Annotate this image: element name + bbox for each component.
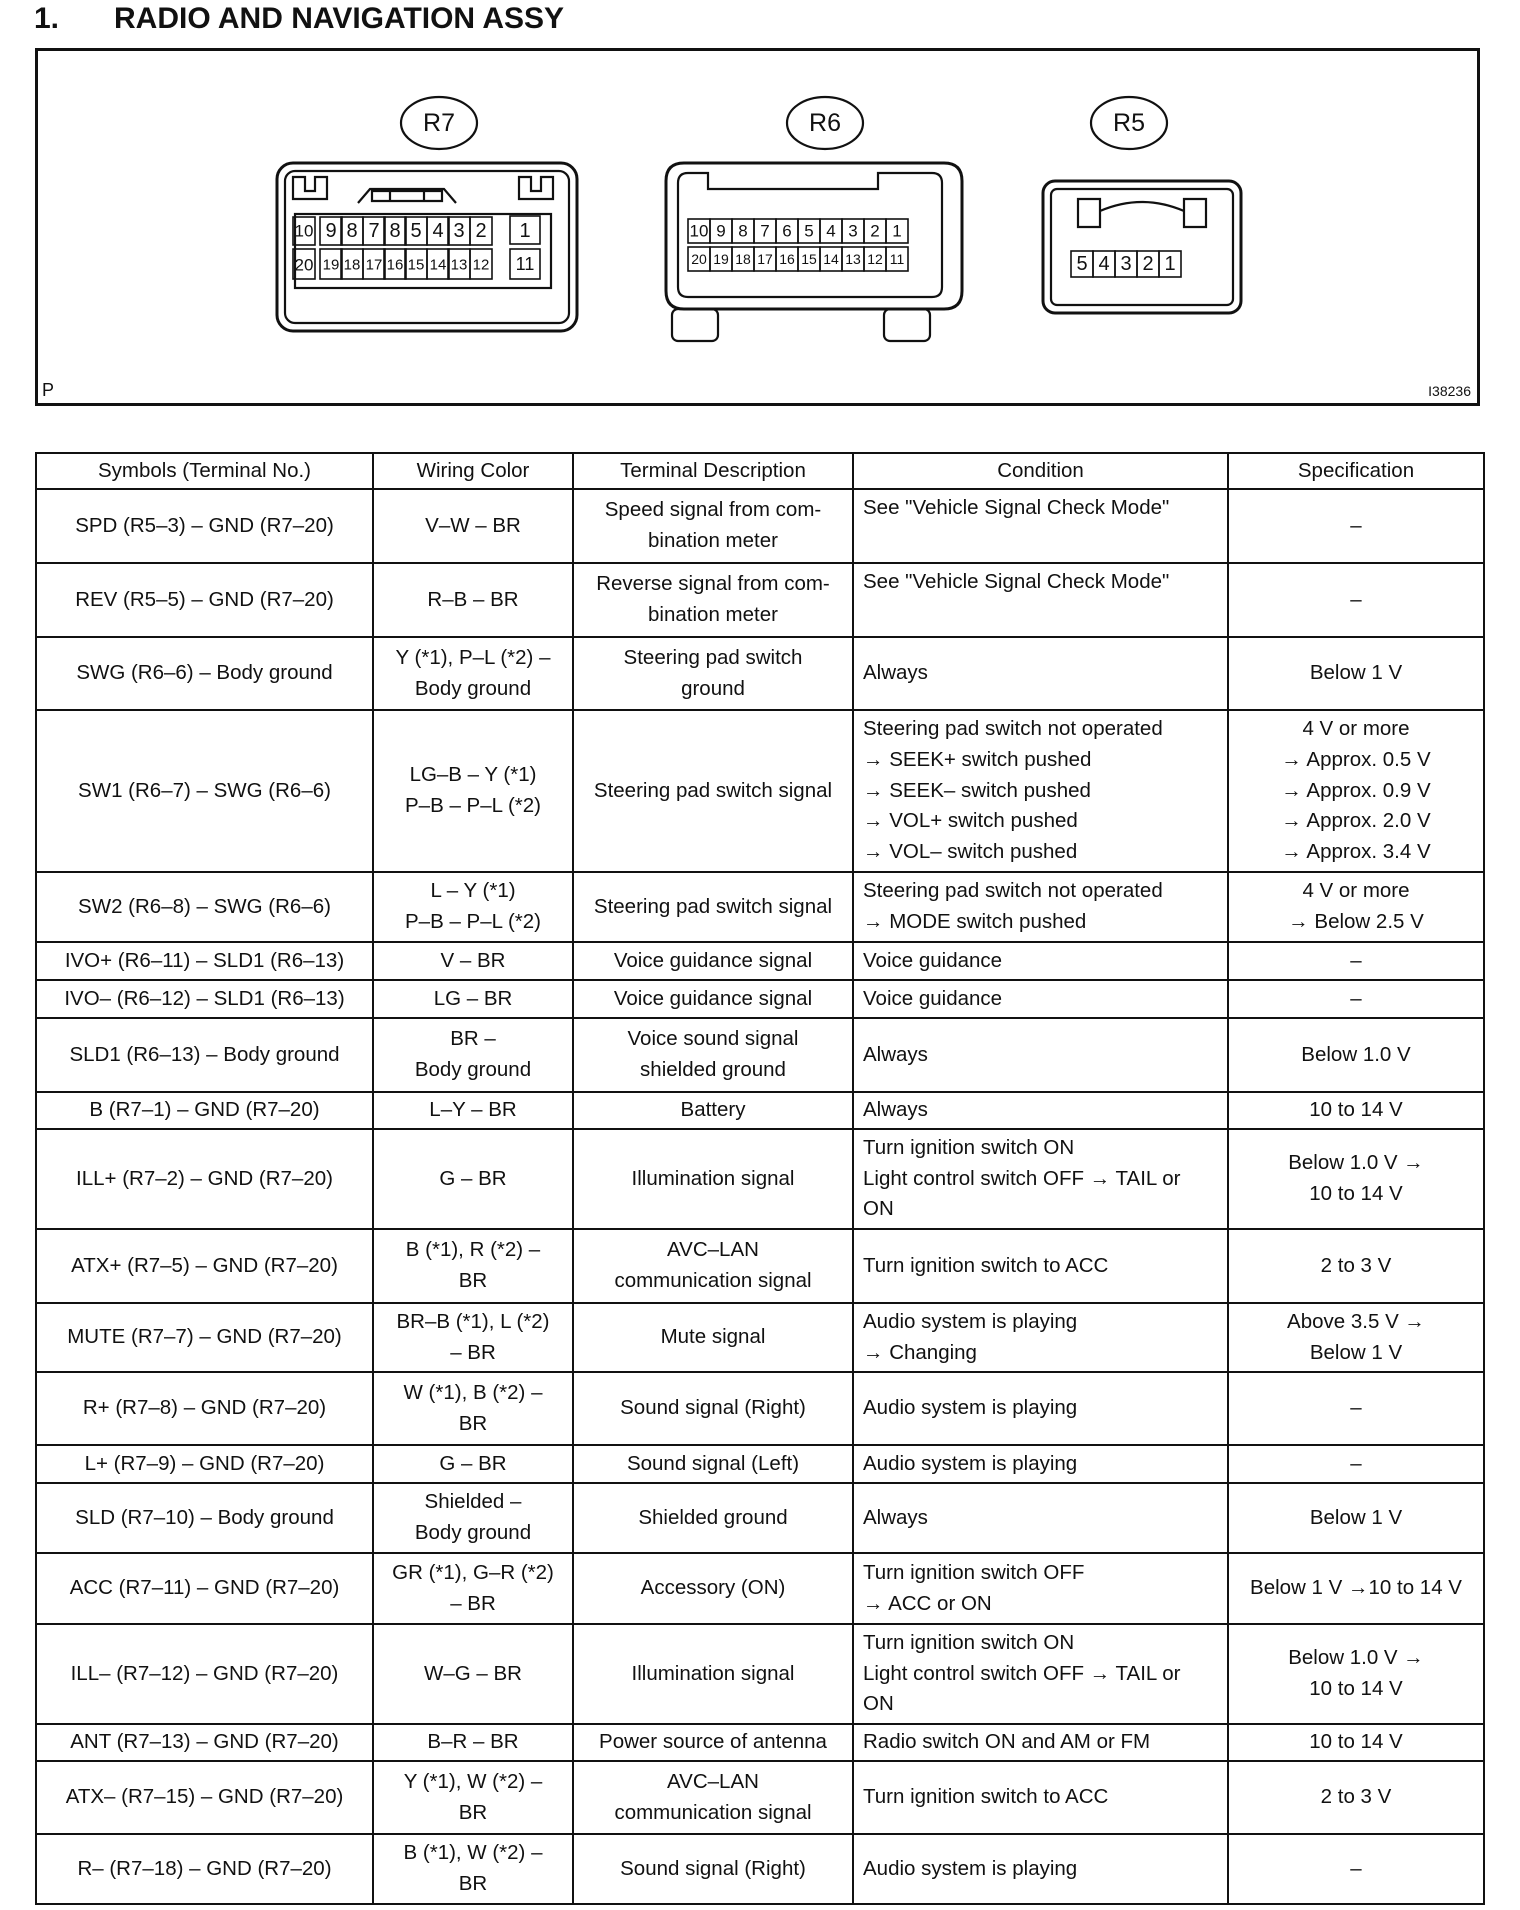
table-row — [36, 1483, 1484, 1553]
connector-r6-label: R6 — [809, 109, 841, 137]
header-symbols: Symbols (Terminal No.) — [36, 453, 373, 489]
connector-r7-pin: 15 — [407, 256, 425, 274]
cell-condition: Turn ignition switch to ACC — [853, 1229, 1228, 1303]
connector-r7-pin: 10 — [294, 221, 314, 241]
cell-condition: Audio system is playing — [853, 1372, 1228, 1445]
cell-wiring-color: Y (*1), W (*2) – BR — [373, 1761, 573, 1834]
connector-r7-pin: 7 — [368, 220, 380, 242]
cell-condition: Turn ignition switch OFF → ACC or ON — [853, 1553, 1228, 1624]
cell-condition: Always — [853, 1092, 1228, 1129]
cell-symbol: MUTE (R7–7) – GND (R7–20) — [36, 1303, 373, 1372]
connector-r7-pin: 20 — [294, 255, 314, 275]
cell-symbol: SLD1 (R6–13) – Body ground — [36, 1018, 373, 1092]
cell-terminal-description: Illumination signal — [573, 1624, 853, 1724]
connector-r6-pin: 14 — [823, 251, 839, 267]
connector-r6-pin: 20 — [691, 251, 707, 267]
table-row — [36, 1092, 1484, 1129]
connector-r7-pin: 18 — [343, 256, 361, 274]
cell-terminal-description: AVC–LAN communication signal — [573, 1761, 853, 1834]
cell-symbol: R+ (R7–8) – GND (R7–20) — [36, 1372, 373, 1445]
cell-terminal-description: Accessory (ON) — [573, 1553, 853, 1624]
cell-wiring-color: LG–B – Y (*1) P–B – P–L (*2) — [373, 710, 573, 872]
connector-r5-pin: 5 — [1076, 253, 1088, 275]
cell-specification: Above 3.5 V → Below 1 V — [1228, 1303, 1484, 1372]
cell-specification: – — [1228, 1834, 1484, 1904]
table-row — [36, 1624, 1484, 1724]
connector-r6-pin: 5 — [804, 221, 814, 241]
cell-specification: – — [1228, 942, 1484, 980]
connector-r7-pin: 9 — [325, 220, 337, 242]
cell-condition: Radio switch ON and AM or FM — [853, 1724, 1228, 1761]
connector-r7-pin: 14 — [429, 256, 447, 274]
connector-r7-pin: 19 — [322, 256, 340, 274]
table-row — [36, 489, 1484, 563]
connector-r7-pin: 16 — [386, 256, 404, 274]
cell-symbol: SWG (R6–6) – Body ground — [36, 637, 373, 710]
connector-r7-pin: 5 — [410, 220, 422, 242]
cell-symbol: IVO– (R6–12) – SLD1 (R6–13) — [36, 980, 373, 1018]
cell-terminal-description: Sound signal (Right) — [573, 1372, 853, 1445]
table-row — [36, 1724, 1484, 1761]
cell-specification: 10 to 14 V — [1228, 1092, 1484, 1129]
cell-specification: Below 1 V — [1228, 637, 1484, 710]
figure-id: I38236 — [1428, 383, 1471, 399]
connector-r7-pin: 3 — [453, 220, 465, 242]
cell-wiring-color: LG – BR — [373, 980, 573, 1018]
cell-symbol: B (R7–1) – GND (R7–20) — [36, 1092, 373, 1129]
cell-wiring-color: BR – Body ground — [373, 1018, 573, 1092]
table-row — [36, 1372, 1484, 1445]
cell-specification: – — [1228, 563, 1484, 637]
table-row — [36, 1229, 1484, 1303]
cell-specification: – — [1228, 980, 1484, 1018]
cell-specification: – — [1228, 489, 1484, 563]
cell-specification: 10 to 14 V — [1228, 1724, 1484, 1761]
table-row — [36, 637, 1484, 710]
cell-symbol: REV (R5–5) – GND (R7–20) — [36, 563, 373, 637]
cell-condition: Steering pad switch not operated → SEEK+ switch pushed → SEEK– switch pushed → VOL+ switch pushed → VOL– switch pushed — [853, 710, 1228, 872]
cell-terminal-description: Sound signal (Right) — [573, 1834, 853, 1904]
connector-r7-pin: 12 — [472, 256, 490, 274]
connector-r6-pin: 6 — [782, 221, 792, 241]
cell-symbol: ANT (R7–13) – GND (R7–20) — [36, 1724, 373, 1761]
connector-r7-pin: 11 — [515, 254, 535, 274]
cell-terminal-description: Steering pad switch signal — [573, 872, 853, 942]
connector-drawing — [38, 51, 1477, 403]
connector-r5 — [1043, 97, 1241, 313]
cell-terminal-description: Sound signal (Left) — [573, 1445, 853, 1483]
table-header-row — [36, 453, 1484, 489]
header-wiring-color: Wiring Color — [373, 453, 573, 489]
cell-wiring-color: V – BR — [373, 942, 573, 980]
cell-symbol: L+ (R7–9) – GND (R7–20) — [36, 1445, 373, 1483]
cell-symbol: SW2 (R6–8) – SWG (R6–6) — [36, 872, 373, 942]
connector-r6-pin: 3 — [848, 221, 858, 241]
connector-r6-pin: 1 — [892, 221, 902, 241]
cell-terminal-description: Reverse signal from com- bination meter — [573, 563, 853, 637]
cell-symbol: ACC (R7–11) – GND (R7–20) — [36, 1553, 373, 1624]
cell-condition: Audio system is playing → Changing — [853, 1303, 1228, 1372]
connector-r7-pin: 2 — [475, 220, 487, 242]
cell-symbol: ATX– (R7–15) – GND (R7–20) — [36, 1761, 373, 1834]
table-row — [36, 1761, 1484, 1834]
cell-symbol: ILL+ (R7–2) – GND (R7–20) — [36, 1129, 373, 1229]
table-row — [36, 1834, 1484, 1904]
connector-r6-pin: 16 — [779, 251, 795, 267]
connector-r7-pin: 17 — [365, 256, 383, 274]
section-heading — [34, 2, 564, 36]
cell-specification: – — [1228, 1445, 1484, 1483]
diagram-corner-label: P — [42, 380, 55, 400]
cell-wiring-color: Shielded – Body ground — [373, 1483, 573, 1553]
connector-r6-pin: 13 — [845, 251, 861, 267]
cell-symbol: SPD (R5–3) – GND (R7–20) — [36, 489, 373, 563]
cell-wiring-color: G – BR — [373, 1129, 573, 1229]
connector-r7-pin: 4 — [432, 220, 444, 242]
cell-terminal-description: Speed signal from com- bination meter — [573, 489, 853, 563]
table-row — [36, 1303, 1484, 1372]
connector-r7-pin: 1 — [519, 220, 531, 242]
cell-wiring-color: V–W – BR — [373, 489, 573, 563]
cell-specification: 2 to 3 V — [1228, 1761, 1484, 1834]
connector-r6-pin: 17 — [757, 251, 773, 267]
cell-wiring-color: B (*1), W (*2) – BR — [373, 1834, 573, 1904]
cell-condition: Always — [853, 637, 1228, 710]
cell-terminal-description: Steering pad switch signal — [573, 710, 853, 872]
table-row — [36, 1445, 1484, 1483]
header-condition: Condition — [853, 453, 1228, 489]
table-row — [36, 942, 1484, 980]
cell-wiring-color: L – Y (*1) P–B – P–L (*2) — [373, 872, 573, 942]
cell-specification: – — [1228, 1372, 1484, 1445]
cell-condition: Turn ignition switch ON Light control switch OFF → TAIL or ON — [853, 1129, 1228, 1229]
cell-specification: 4 V or more → Approx. 0.5 V → Approx. 0.9 V → Approx. 2.0 V → Approx. 3.4 V — [1228, 710, 1484, 872]
connector-r7-pin: 8 — [346, 220, 358, 242]
cell-terminal-description: Power source of antenna — [573, 1724, 853, 1761]
connector-r6-pin: 7 — [760, 221, 770, 241]
cell-specification: Below 1 V — [1228, 1483, 1484, 1553]
connector-r6-pin: 9 — [716, 221, 726, 241]
cell-terminal-description: Steering pad switch ground — [573, 637, 853, 710]
cell-terminal-description: Battery — [573, 1092, 853, 1129]
connector-r6-pin: 12 — [867, 251, 883, 267]
connector-r5-housing — [1043, 181, 1241, 313]
connector-r5-label: R5 — [1113, 109, 1145, 137]
cell-wiring-color: R–B – BR — [373, 563, 573, 637]
cell-terminal-description: Mute signal — [573, 1303, 853, 1372]
cell-symbol: ATX+ (R7–5) – GND (R7–20) — [36, 1229, 373, 1303]
cell-symbol: IVO+ (R6–11) – SLD1 (R6–13) — [36, 942, 373, 980]
cell-condition: Steering pad switch not operated → MODE switch pushed — [853, 872, 1228, 942]
connector-r6-pin: 8 — [738, 221, 748, 241]
connector-r7-label: R7 — [423, 109, 455, 137]
cell-wiring-color: W–G – BR — [373, 1624, 573, 1724]
cell-wiring-color: L–Y – BR — [373, 1092, 573, 1129]
header-specification: Specification — [1228, 453, 1484, 489]
connector-r6-pin: 10 — [689, 221, 709, 241]
connector-r5-pin: 4 — [1098, 253, 1110, 275]
section-title: RADIO AND NAVIGATION ASSY — [114, 2, 565, 35]
cell-condition: Always — [853, 1483, 1228, 1553]
cell-condition: Audio system is playing — [853, 1834, 1228, 1904]
cell-specification: 2 to 3 V — [1228, 1229, 1484, 1303]
cell-symbol: R– (R7–18) – GND (R7–20) — [36, 1834, 373, 1904]
cell-terminal-description: Voice guidance signal — [573, 980, 853, 1018]
table-row — [36, 1553, 1484, 1624]
cell-terminal-description: Illumination signal — [573, 1129, 853, 1229]
connector-r7-pin: 8 — [389, 220, 401, 242]
connector-r6-pin: 11 — [889, 251, 905, 267]
cell-specification: Below 1.0 V → 10 to 14 V — [1228, 1624, 1484, 1724]
connector-diagram — [35, 48, 1480, 406]
cell-wiring-color: Y (*1), P–L (*2) – Body ground — [373, 637, 573, 710]
connector-r5-pin: 1 — [1164, 253, 1176, 275]
cell-wiring-color: B–R – BR — [373, 1724, 573, 1761]
table-row — [36, 1018, 1484, 1092]
cell-condition: Always — [853, 1018, 1228, 1092]
section-number: 1. — [34, 2, 60, 35]
connector-r6-pin: 15 — [801, 251, 817, 267]
table-row — [36, 872, 1484, 942]
cell-specification: Below 1 V →10 to 14 V — [1228, 1553, 1484, 1624]
cell-condition: Voice guidance — [853, 942, 1228, 980]
cell-specification: Below 1.0 V — [1228, 1018, 1484, 1092]
connector-r5-pin: 2 — [1142, 253, 1154, 275]
cell-terminal-description: Shielded ground — [573, 1483, 853, 1553]
cell-symbol: SW1 (R6–7) – SWG (R6–6) — [36, 710, 373, 872]
connector-r6-pin: 19 — [713, 251, 729, 267]
connector-r6-pin: 18 — [735, 251, 751, 267]
connector-r6-pin: 4 — [826, 221, 836, 241]
table-row — [36, 980, 1484, 1018]
cell-condition: Turn ignition switch ON Light control switch OFF → TAIL or ON — [853, 1624, 1228, 1724]
connector-r6-pin: 2 — [870, 221, 880, 241]
cell-terminal-description: Voice guidance signal — [573, 942, 853, 980]
table-row — [36, 710, 1484, 872]
cell-terminal-description: Voice sound signal shielded ground — [573, 1018, 853, 1092]
cell-wiring-color: BR–B (*1), L (*2) – BR — [373, 1303, 573, 1372]
cell-symbol: SLD (R7–10) – Body ground — [36, 1483, 373, 1553]
table-row — [36, 1129, 1484, 1229]
cell-wiring-color: G – BR — [373, 1445, 573, 1483]
cell-condition: Audio system is playing — [853, 1445, 1228, 1483]
cell-condition: Voice guidance — [853, 980, 1228, 1018]
cell-specification: 4 V or more → Below 2.5 V — [1228, 872, 1484, 942]
connector-r7 — [277, 97, 577, 331]
cell-specification: Below 1.0 V → 10 to 14 V — [1228, 1129, 1484, 1229]
cell-wiring-color: B (*1), R (*2) – BR — [373, 1229, 573, 1303]
connector-r6 — [666, 97, 962, 341]
connector-r7-pin: 13 — [450, 256, 468, 274]
cell-terminal-description: AVC–LAN communication signal — [573, 1229, 853, 1303]
cell-condition: See "Vehicle Signal Check Mode" — [853, 563, 1228, 637]
cell-wiring-color: GR (*1), G–R (*2) – BR — [373, 1553, 573, 1624]
cell-condition: Turn ignition switch to ACC — [853, 1761, 1228, 1834]
cell-wiring-color: W (*1), B (*2) – BR — [373, 1372, 573, 1445]
header-terminal-description: Terminal Description — [573, 453, 853, 489]
connector-r5-pin: 3 — [1120, 253, 1132, 275]
cell-symbol: ILL– (R7–12) – GND (R7–20) — [36, 1624, 373, 1724]
cell-condition: See "Vehicle Signal Check Mode" — [853, 489, 1228, 563]
terminal-spec-table — [35, 452, 1485, 1905]
table-row — [36, 563, 1484, 637]
